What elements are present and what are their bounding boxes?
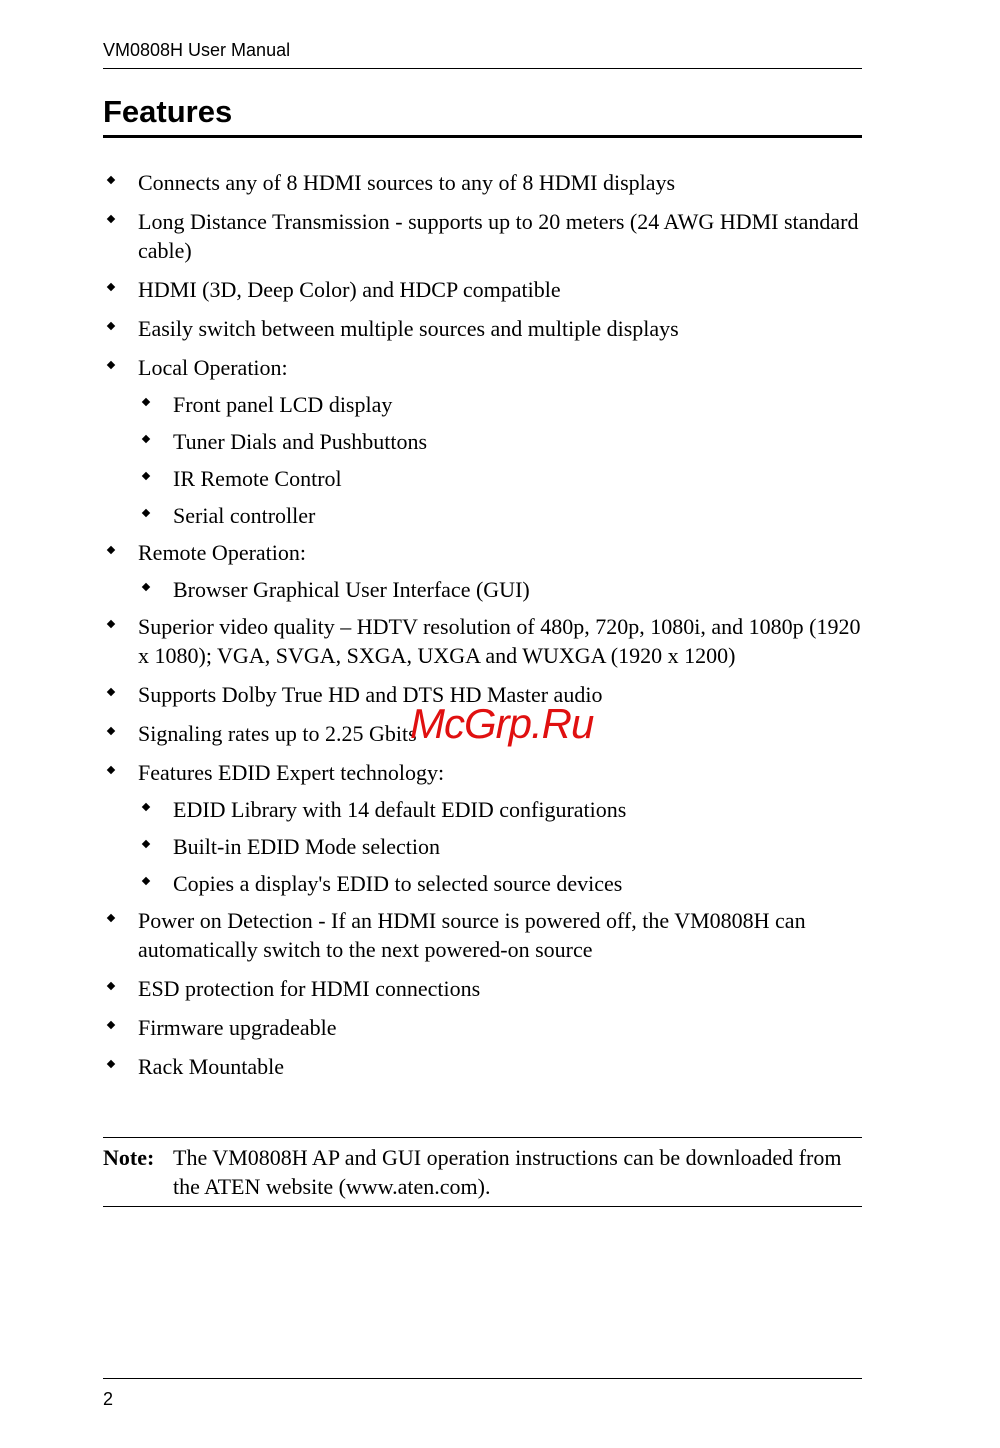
diamond-bullet-icon: [107, 727, 115, 735]
list-item: [103, 353, 863, 382]
diamond-bullet-icon: [142, 398, 150, 406]
list-item-text: Rack Mountable: [138, 1054, 285, 1079]
diamond-bullet-icon: [142, 509, 150, 517]
list-item: [103, 906, 863, 964]
diamond-bullet-icon: [142, 435, 150, 443]
diamond-bullet-icon: [107, 620, 115, 628]
note-text: The VM0808H AP and GUI operation instructions can be downloaded from the ATEN website (www.aten.com).: [173, 1145, 842, 1199]
list-item-text: Firmware upgradeable: [138, 1015, 337, 1040]
diamond-bullet-icon: [107, 982, 115, 990]
diamond-bullet-icon: [107, 546, 115, 554]
list-item: [103, 538, 863, 567]
list-item: [103, 207, 863, 265]
note-label: Note:: [103, 1145, 155, 1170]
list-item: [103, 314, 863, 343]
list-item-text: ESD protection for HDMI connections: [138, 976, 481, 1001]
diamond-bullet-icon: [107, 914, 115, 922]
sub-list-item-text: EDID Library with 14 default EDID configurations: [173, 797, 627, 822]
list-item: [103, 758, 863, 787]
diamond-bullet-icon: [107, 283, 115, 291]
sub-list-item-text: Tuner Dials and Pushbuttons: [173, 429, 428, 454]
list-item-text: Superior video quality – HDTV resolution of 480p, 720p, 1080i, and 1080p (1920 x 1080); VGA, SVGA, SXGA, UXGA and WUXGA (1920 x 1200): [138, 614, 861, 668]
diamond-bullet-icon: [142, 583, 150, 591]
sub-list-item: [103, 869, 863, 898]
sub-list-item: [103, 464, 863, 493]
diamond-bullet-icon: [107, 361, 115, 369]
page-number: 2: [103, 1389, 114, 1409]
sub-list-item-text: Serial controller: [173, 503, 316, 528]
list-item: [103, 168, 863, 197]
sub-list-item: [103, 390, 863, 419]
list-item: [103, 275, 863, 304]
list-item-text: Power on Detection - If an HDMI source is powered off, the VM0808H can automatically switch to the next powered-on source: [138, 908, 806, 962]
list-item: [103, 974, 863, 1003]
diamond-bullet-icon: [107, 176, 115, 184]
diamond-bullet-icon: [107, 1060, 115, 1068]
footer-rule: [103, 1378, 862, 1379]
list-item-text: Local Operation:: [138, 355, 288, 380]
list-item-text: Features EDID Expert technology:: [138, 760, 445, 785]
diamond-bullet-icon: [107, 215, 115, 223]
diamond-bullet-icon: [107, 688, 115, 696]
list-item: [103, 1013, 863, 1042]
diamond-bullet-icon: [107, 1021, 115, 1029]
diamond-bullet-icon: [107, 322, 115, 330]
sub-list-item-text: IR Remote Control: [173, 466, 342, 491]
diamond-bullet-icon: [142, 840, 150, 848]
page-title: Features: [103, 94, 233, 129]
diamond-bullet-icon: [142, 877, 150, 885]
sub-list-item: [103, 795, 863, 824]
header-rule: [103, 68, 862, 69]
diamond-bullet-icon: [142, 803, 150, 811]
sub-list-item: [103, 501, 863, 530]
list-item-text: Long Distance Transmission - supports up to 20 meters (24 AWG HDMI standard cable): [138, 209, 859, 263]
diamond-bullet-icon: [107, 766, 115, 774]
list-item: [103, 612, 863, 670]
sub-list-item: [103, 427, 863, 456]
sub-list-item: [103, 575, 863, 604]
list-item-text: Supports Dolby True HD and DTS HD Master audio: [138, 682, 603, 707]
note-box: [103, 1137, 862, 1207]
diamond-bullet-icon: [142, 472, 150, 480]
list-item: [103, 1052, 863, 1081]
list-item-text: Easily switch between multiple sources and multiple displays: [138, 316, 679, 341]
sub-list-item-text: Browser Graphical User Interface (GUI): [173, 577, 530, 602]
sub-list-item: [103, 832, 863, 861]
running-header: VM0808H User Manual: [103, 40, 291, 60]
sub-list-item-text: Built-in EDID Mode selection: [173, 834, 441, 859]
title-rule: [103, 135, 862, 138]
list-item-text: Remote Operation:: [138, 540, 307, 565]
feature-list: [103, 168, 863, 1091]
sub-list-item-text: Copies a display's EDID to selected source devices: [173, 871, 623, 896]
list-item-text: HDMI (3D, Deep Color) and HDCP compatible: [138, 277, 561, 302]
list-item-text: Signaling rates up to 2.25 Gbits: [138, 721, 417, 746]
list-item-text: Connects any of 8 HDMI sources to any of 8 HDMI displays: [138, 170, 676, 195]
sub-list-item-text: Front panel LCD display: [173, 392, 393, 417]
watermark: McGrp.Ru: [410, 700, 594, 747]
